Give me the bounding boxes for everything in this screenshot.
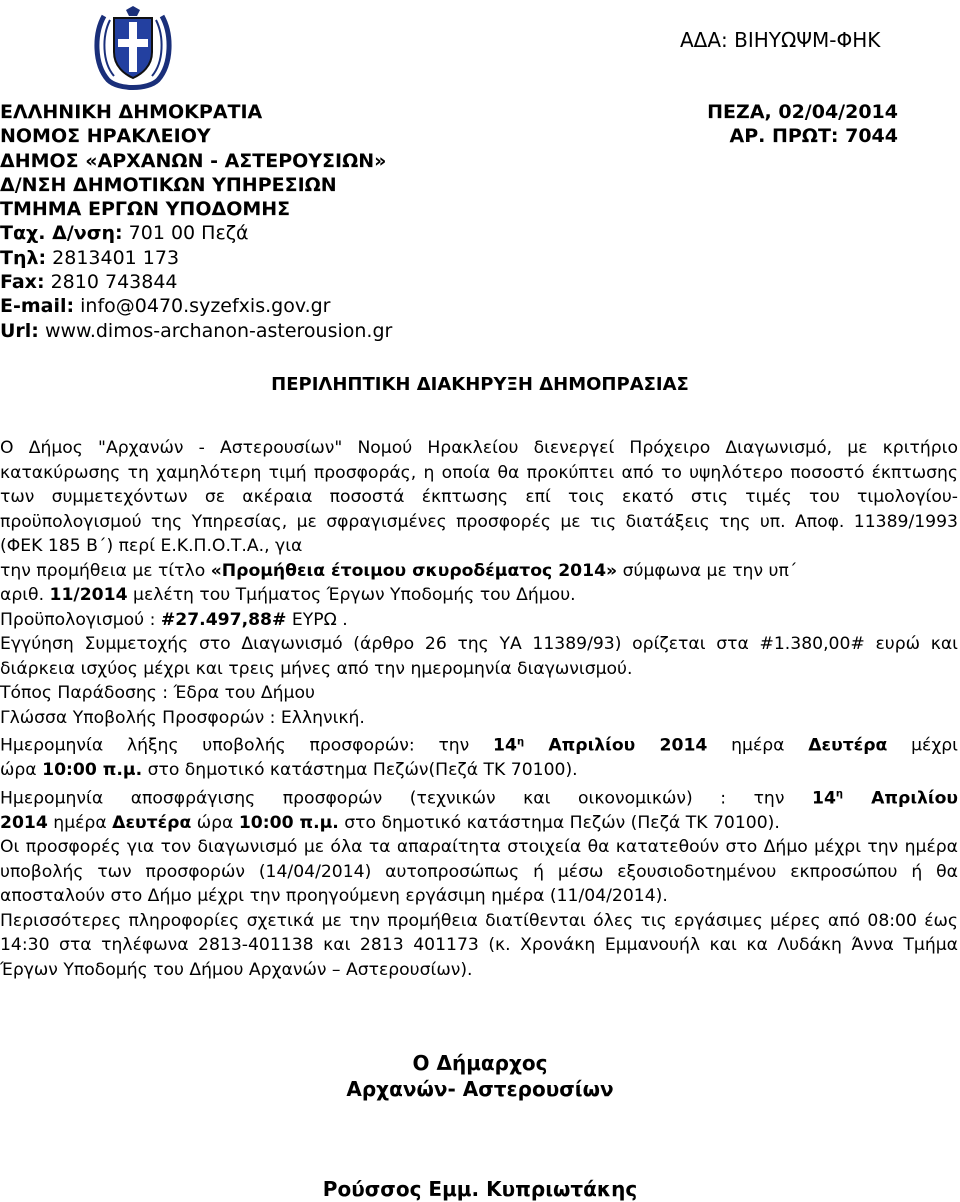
deadline-time-line: ώρα 10:00 π.μ. στο δημοτικό κατάστημα Πεζών(Πεζά ΤΚ 70100). <box>0 760 578 781</box>
guarantee-paragraph: Εγγύηση Συμμετοχής στο Διαγωνισμό (άρθρο 26 της ΥΑ 11389/93) ορίζεται στα #1.380,00# ευρώ και διάρκεια ισχύος μέχρι και τρεις μήνες από την ημερομηνία διαγωνισμού. <box>0 634 958 679</box>
signature-name: Ρούσσος Εμμ. Κυπριωτάκης <box>322 1177 638 1201</box>
letterhead-line: Δ/ΝΣΗ ΔΗΜΟΤΙΚΩΝ ΥΠΗΡΕΣΙΩΝ <box>0 173 337 196</box>
signature-role: Ο Δήμαρχος <box>412 1051 548 1075</box>
contact-value: 2813401 173 <box>46 246 180 269</box>
signature-municipality: Αρχανών- Αστερουσίων <box>346 1077 614 1101</box>
budget-amount: #27.497,88# <box>160 609 287 630</box>
letterhead-line: ΕΛΛΗΝΙΚΗ ΔΗΜΟΚΡΑΤΙΑ <box>0 101 263 123</box>
ada-code: ΑΔΑ: ΒΙΗΥΩΨΜ-ΦΗΚ <box>680 28 881 52</box>
greek-coat-of-arms-emblem <box>90 6 176 92</box>
contact-url <box>0 319 960 343</box>
contact-label: Fax: <box>0 271 45 294</box>
contact-email <box>0 294 960 318</box>
contact-address <box>0 221 960 245</box>
contact-value: www.dimos-archanon-asterousion.gr <box>38 319 393 342</box>
letterhead-line: ΝΟΜΟΣ ΗΡΑΚΛΕΙΟΥ <box>0 125 211 148</box>
contact-value: info@0470.syzefxis.gov.gr <box>74 295 331 318</box>
intro-study-line: αριθ. 11/2014 μελέτη του Τμήματος Έργων Υποδομής του Δήμου. <box>0 585 576 605</box>
letterhead <box>0 100 960 343</box>
contact-label: E-mail: <box>0 295 75 318</box>
contact-label: Τηλ: <box>0 246 47 269</box>
deadline-line: Ημερομηνία λήξης υποβολής προσφορών: την $14^\eta$ Απριλίου 2014 ημέρα Δευτέρα μέχρι <box>0 735 958 756</box>
document-body <box>0 436 958 982</box>
delivery-place: Τόπος Παράδοσης : Έδρα του Δήμου <box>0 683 315 703</box>
letterhead-line: ΤΜΗΜΑ ΕΡΓΩΝ ΥΠΟΔΟΜΗΣ <box>0 198 291 221</box>
study-number: 11/2014 <box>49 585 128 605</box>
supply-title: «Προμήθεια έτοιμου σκυροδέματος 2014» <box>210 560 618 581</box>
submission-paragraph: Οι προσφορές για τον διαγωνισμό με όλα τα απαραίτητα στοιχεία θα κατατεθούν στο Δήμο μέχρι την ημέρα υποβολής των προσφορών (14/04/2014) αυτοπροσώπως ή μέσω εξουσιοδοτημένου εκπροσώπου ή θα αποσταλούν στο Δήμο μέχρι την προηγούμενη εργάσιμη ημέρα (11/04/2014). <box>0 837 958 907</box>
protocol-number: ΑΡ. ΠΡΩΤ: 7044 <box>729 125 898 148</box>
submission-language: Γλώσσα Υποβολής Προσφορών : Ελληνική. <box>0 707 365 728</box>
contact-phone <box>0 246 960 270</box>
information-paragraph: Περισσότερες πληροφορίες σχετικά με την προμήθεια διατίθενται όλες τις εργάσιμες μέρες από 08:00 έως 14:30 στα τηλέφωνα 2813-401138 και 2813 401173 (κ. Χρονάκη Εμμανουήλ και κα Λυδάκη Άννα Τμήμα Έργων Υποδομής του Δήμου Αρχανών – Αστερουσίων). <box>0 910 958 980</box>
opening-line: Ημερομηνία αποσφράγισης προσφορών (τεχνικών και οικονομικών) : την $14^\eta$ Απριλίου <box>0 788 958 809</box>
contact-label: Url: <box>0 319 39 342</box>
document-date: ΠΕΖΑ, 02/04/2014 <box>707 101 898 123</box>
budget-line: Προϋπολογισμού : #27.497,88# ΕΥΡΩ . <box>0 609 348 630</box>
opening-time-line: 2014 ημέρα Δευτέρα ώρα 10:00 π.μ. στο δημοτικό κατάστημα Πεζών (Πεζά ΤΚ 70100). <box>0 812 780 833</box>
document-title: ΠΕΡΙΛΗΠΤΙΚΗ ΔΙΑΚΗΡΥΞΗ ΔΗΜΟΠΡΑΣΙΑΣ <box>271 374 689 395</box>
intro-title-line: την προμήθεια με τίτλο «Προμήθεια έτοιμου σκυροδέματος 2014» σύμφωνα με την υπ΄ <box>0 560 798 581</box>
contact-value: 2810 743844 <box>44 271 178 294</box>
contact-label: Ταχ. Δ/νση: <box>0 222 123 245</box>
contact-value: 701 00 Πεζά <box>122 222 249 245</box>
contact-fax <box>0 270 960 294</box>
letterhead-line: ΔΗΜΟΣ «ΑΡΧΑΝΩΝ - ΑΣΤΕΡΟΥΣΙΩΝ» <box>0 149 387 172</box>
intro-paragraph: Ο Δήμος "Αρχανών - Αστερουσίων" Νομού Ηρακλείου διενεργεί Πρόχειρο Διαγωνισμό, με κριτήριο κατακύρωσης τη χαμηλότερη τιμή προσφοράς, η οποία θα προκύπτει από το υψηλότερο ποσοστό έκπτωσης των συμμετεχόντων σε ακέραια ποσοστά έκπτωσης επί τοις εκατό στις τιμές του τιμολογίου- προϋπολογισμού της Υπηρεσίας, με σφραγισμένες προσφορές με τις διατάξεις της υπ. Αποφ. 11389/1993 (ΦΕΚ 185 Β΄) περί Ε.Κ.Π.Ο.Τ.Α., για <box>0 438 958 556</box>
